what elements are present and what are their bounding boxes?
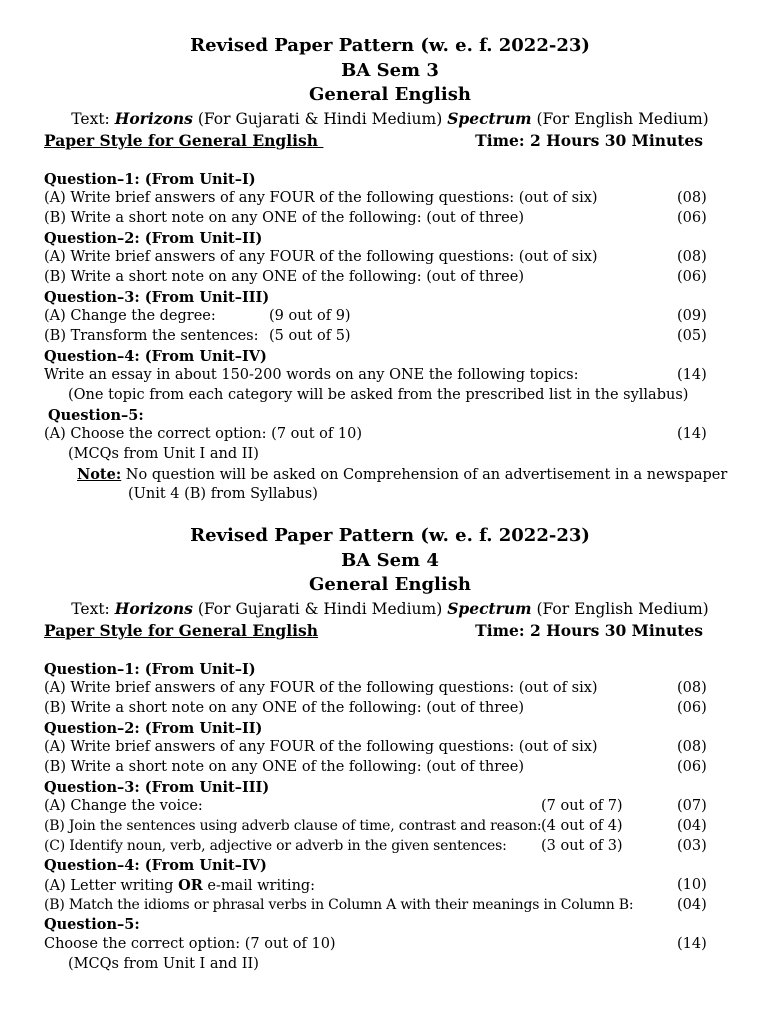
sem3-title-line1: Revised Paper Pattern (w. e. f. 2022-23) xyxy=(190,35,590,56)
sem4-title-line1: Revised Paper Pattern (w. e. f. 2022-23) xyxy=(190,525,590,546)
sem3-text-prefix: Text: xyxy=(71,109,115,128)
sem4-q5-sub: (MCQs from Unit I and II) xyxy=(68,955,259,972)
or-keyword: OR xyxy=(178,877,203,895)
marks: (08) xyxy=(677,739,707,756)
sem4-q3-b: (B) Join the sentences using adverb clause of time, contrast and reason: (4 out of 4) (04) xyxy=(0,817,768,837)
sem4-title-line2: BA Sem 4 xyxy=(341,549,439,571)
sem4-q1-b: (B) Write a short note on any ONE of the following: (out of three) (06) xyxy=(0,699,768,719)
sem3-text-book1: Horizons xyxy=(114,108,193,128)
sem3-text-mid: (For Gujarati & Hindi Medium) xyxy=(192,109,448,128)
sem3-q4-line: Write an essay in about 150-200 words on any ONE the following topics: (14) xyxy=(0,366,768,386)
sem4-q5-heading: Question–5: xyxy=(44,916,140,934)
sem4-q1-a: (A) Write brief answers of any FOUR of the following questions: (out of six) (08) xyxy=(0,679,768,699)
count: (9 out of 9) xyxy=(269,308,351,325)
marks: (08) xyxy=(677,190,707,207)
note-label: Note: xyxy=(77,465,122,483)
sem3-title-line2: BA Sem 3 xyxy=(341,59,439,81)
sem3-q4-heading: Question–4: (From Unit–IV) xyxy=(44,347,267,365)
marks: (08) xyxy=(677,249,707,266)
sem4-q3-heading: Question–3: (From Unit–III) xyxy=(44,778,270,796)
sem3-q2-b: (B) Write a short note on any ONE of the following: (out of three) (06) xyxy=(0,268,768,288)
sem3-note xyxy=(0,465,768,485)
sem3-q3-heading: Question–3: (From Unit–III) xyxy=(44,288,270,306)
sem3-paper-style-line xyxy=(0,130,768,152)
sem4-q2-a: (A) Write brief answers of any FOUR of the following questions: (out of six) (08) xyxy=(0,738,768,758)
marks: (14) xyxy=(677,426,707,443)
sem3-q4-sub: (One topic from each category will be asked from the prescribed list in the syllabus) xyxy=(68,387,689,404)
sem3-q2-a: (A) Write brief answers of any FOUR of the following questions: (out of six) (08) xyxy=(0,248,768,268)
sem3-section xyxy=(0,34,768,504)
sem3-q1-b: (B) Write a short note on any ONE of the following: (out of three) (06) xyxy=(0,209,768,229)
sem4-q1-heading: Question–1: (From Unit–I) xyxy=(44,660,256,678)
sem3-q5-sub: (MCQs from Unit I and II) xyxy=(68,446,259,463)
sem3-q3-b: (B) Transform the sentences: (5 out of 5) (05) xyxy=(0,327,768,347)
marks: (05) xyxy=(677,328,707,344)
sem4-q3-a: (A) Change the voice: (7 out of 7) (07) xyxy=(0,797,768,817)
marks: (07) xyxy=(677,798,707,815)
sem4-text-prefix: Text: xyxy=(71,599,115,618)
marks: (06) xyxy=(677,268,707,285)
marks: (14) xyxy=(677,367,707,384)
sem4-paper-style: Paper Style for General English xyxy=(44,620,319,640)
sem3-title-line3: General English xyxy=(309,84,471,105)
count: (4 out of 4) xyxy=(541,818,623,834)
count: (5 out of 5) xyxy=(269,328,351,344)
marks: (08) xyxy=(677,680,707,697)
marks: (04) xyxy=(677,818,707,834)
sem4-text-book1: Horizons xyxy=(114,598,193,618)
sem3-q2-heading: Question–2: (From Unit–II) xyxy=(44,229,263,247)
sem4-q4-heading: Question–4: (From Unit–IV) xyxy=(44,857,267,875)
sem4-q3-c: (C) Identify noun, verb, adjective or adverb in the given sentences: (3 out of 3) (03) xyxy=(0,837,768,857)
sem4-section xyxy=(0,524,768,975)
sem3-q1-heading: Question–1: (From Unit–I) xyxy=(44,170,256,188)
sem4-q5-line: Choose the correct option: (7 out of 10) (14) xyxy=(0,935,768,955)
sem3-q5-a: (A) Choose the correct option: (7 out of 10) (14) xyxy=(0,425,768,445)
sem3-text-book2: Spectrum xyxy=(447,108,532,128)
sem4-text-book2: Spectrum xyxy=(447,598,532,618)
marks: (09) xyxy=(677,308,707,325)
sem3-time: Time: 2 Hours 30 Minutes xyxy=(475,130,703,150)
sem3-q5-heading: Question–5: xyxy=(48,406,144,424)
sem3-q3-a: (A) Change the degree: (9 out of 9) (09) xyxy=(0,307,768,327)
marks: (06) xyxy=(677,758,707,775)
sem4-time: Time: 2 Hours 30 Minutes xyxy=(475,620,703,640)
marks: (10) xyxy=(677,877,707,894)
note-text: No question will be asked on Comprehension of an advertisement in a newspaper xyxy=(121,466,728,483)
sem4-q2-heading: Question–2: (From Unit–II) xyxy=(44,719,263,737)
sem3-paper-style: Paper Style for General English xyxy=(44,130,324,150)
marks: (04) xyxy=(677,896,707,913)
sem4-q4-a: (A) Letter writing OR e-mail writing: (10) xyxy=(44,877,707,895)
sem3-text-line xyxy=(12,108,768,130)
sem4-q2-b: (B) Write a short note on any ONE of the following: (out of three) (06) xyxy=(0,758,768,778)
sem3-text-suffix: (For English Medium) xyxy=(531,109,709,128)
sem4-text-mid: (For Gujarati & Hindi Medium) xyxy=(192,599,448,618)
marks: (03) xyxy=(677,837,707,854)
sem3-note-sub: (Unit 4 (B) from Syllabus) xyxy=(128,485,318,502)
sem4-q4-b: (B) Match the idioms or phrasal verbs in Column A with their meanings in Column B: (04) xyxy=(0,896,768,916)
sem3-q1-a: (A) Write brief answers of any FOUR of the following questions: (out of six) (08) xyxy=(0,189,768,209)
marks: (14) xyxy=(677,936,707,953)
sem4-paper-style-line xyxy=(0,620,768,642)
sem4-text-line xyxy=(12,598,768,620)
sem4-text-suffix: (For English Medium) xyxy=(531,599,709,618)
count: (7 out of 7) xyxy=(541,798,623,815)
marks: (06) xyxy=(677,209,707,226)
marks: (06) xyxy=(677,699,707,716)
sem4-title-line3: General English xyxy=(309,574,471,595)
count: (3 out of 3) xyxy=(541,837,623,854)
